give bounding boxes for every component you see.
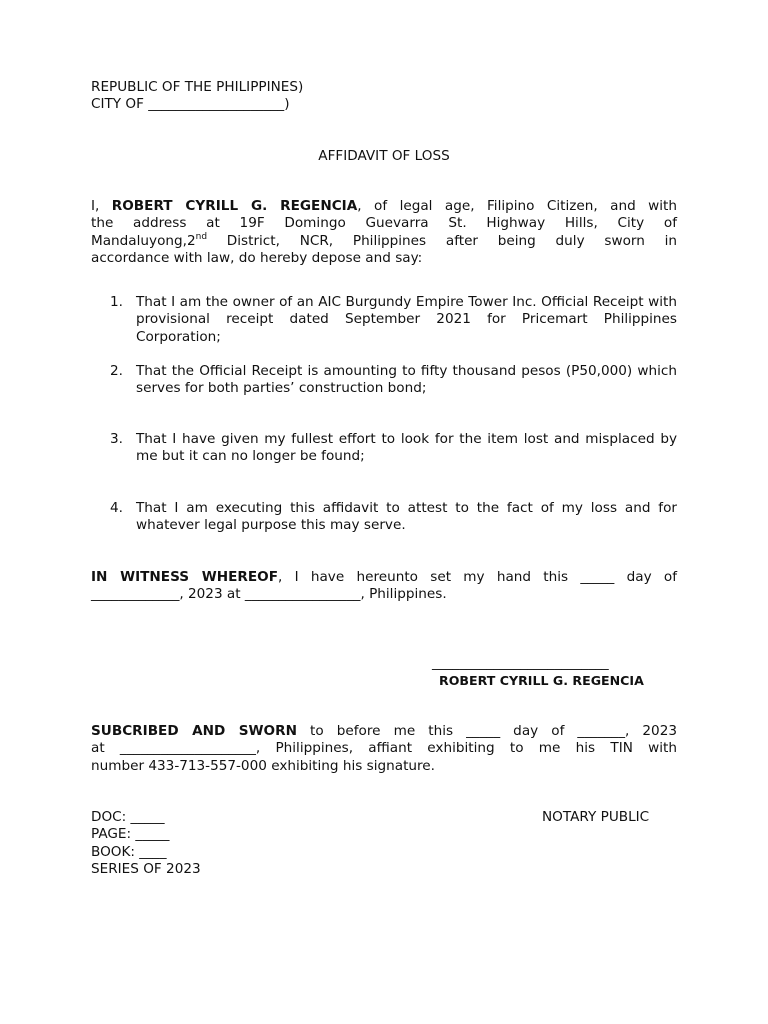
- witness-line-1: IN WITNESS WHEREOF, I have hereunto set my hand this _____ day of: [91, 569, 677, 585]
- intro-line-1: I, ROBERT CYRILL G. REGENCIA, of legal age, Filipino Citizen, and with: [91, 198, 678, 214]
- book-number: BOOK: ____: [91, 843, 167, 860]
- jurat-line-3: number 433-713-557-000 exhibiting his signature.: [91, 757, 435, 774]
- signature-line: __________________________: [432, 655, 609, 671]
- page-number: PAGE: _____: [91, 826, 170, 843]
- notarial-register: [91, 809, 201, 878]
- witness-paragraph: [91, 569, 677, 604]
- series-year: SERIES OF 2023: [91, 860, 201, 877]
- intro-line-3: Mandaluyong,2nd District, NCR, Philippines after being duly sworn in: [91, 231, 677, 249]
- jurat-line-2: at ____________________, Philippines, affiant exhibiting to me his TIN with: [91, 740, 677, 757]
- venue-city: CITY OF ____________________): [91, 96, 290, 112]
- notary-public-label: NOTARY PUBLIC: [542, 809, 650, 825]
- doc-number: DOC: _____: [91, 809, 165, 825]
- jurat-paragraph: [91, 723, 677, 775]
- intro-line-2: the address at 19F Domingo Guevarra St. Highway Hills, City of: [91, 215, 677, 232]
- jurat-line-1: SUBCRIBED AND SWORN to before me this _____ day of _______, 2023: [91, 723, 677, 739]
- list-item: 4. That I am executing this affidavit to attest to the fact of my loss and for whatever legal purpose this may serve.: [110, 500, 677, 534]
- list-item: 3. That I have given my fullest effort to look for the item lost and misplaced by me but it can no longer be found;: [110, 431, 677, 465]
- witness-line-2: _____________, 2023 at _________________, Philippines.: [91, 586, 447, 603]
- intro-paragraph: [91, 198, 677, 267]
- list-item: 2. That the Official Receipt is amounting to fifty thousand pesos (P50,000) which serves for both parties’ construction bond;: [110, 363, 677, 397]
- document-title: AFFIDAVIT OF LOSS: [318, 148, 450, 164]
- affiant-name: ROBERT CYRILL G. REGENCIA: [111, 198, 358, 214]
- intro-line-4: accordance with law, do hereby depose and say:: [91, 249, 423, 266]
- signatory-name: ROBERT CYRILL G. REGENCIA: [439, 673, 644, 688]
- venue-republic: REPUBLIC OF THE PHILIPPINES): [91, 79, 304, 95]
- list-item: 1. That I am the owner of an AIC Burgundy Empire Tower Inc. Official Receipt with provisional receipt dated September 2021 for Pricemart Philippines Corporation;: [110, 294, 677, 345]
